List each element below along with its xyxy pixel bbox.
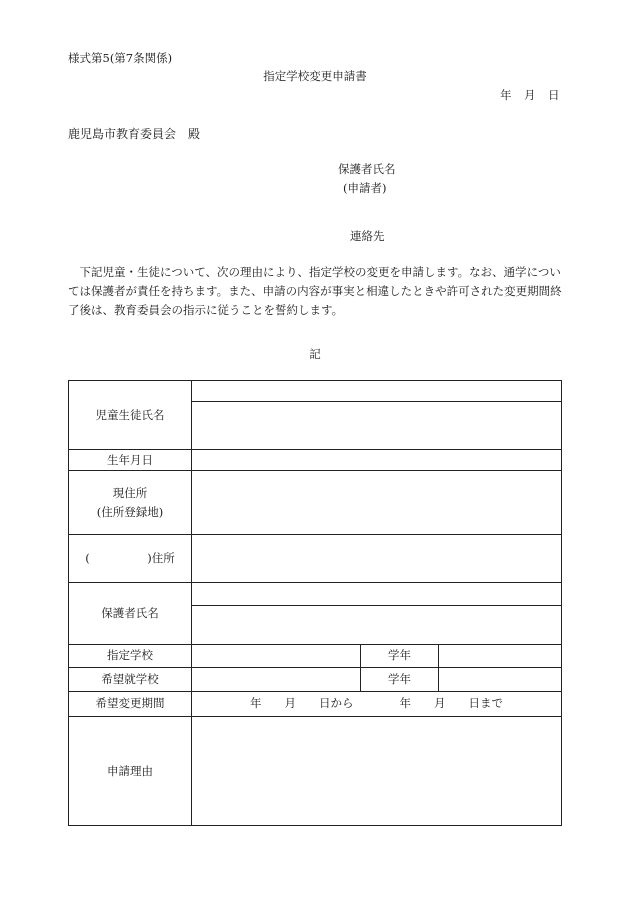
row-line <box>68 449 562 450</box>
current-address-label: 現住所 <box>112 486 148 500</box>
application-table <box>68 380 562 826</box>
guardian-name-label: 保護者氏名 <box>338 162 396 176</box>
table-border-right <box>561 380 562 826</box>
row-line <box>68 667 562 668</box>
row-line <box>68 716 562 717</box>
guardian-name-table-label: 保護者氏名 <box>101 606 159 620</box>
table-border-top <box>68 380 562 381</box>
addressee: 鹿児島市教育委員会 殿 <box>68 127 201 141</box>
registered-address-note: (住所登録地) <box>96 505 164 519</box>
grade-label: 学年 <box>388 648 411 662</box>
contact-label: 連絡先 <box>350 229 385 243</box>
document-title: 指定学校変更申請書 <box>263 69 367 83</box>
applicant-note: (申請者) <box>343 181 387 195</box>
desired-school-label: 希望就学校 <box>101 672 159 686</box>
row-line <box>68 691 562 692</box>
reason-label: 申請理由 <box>107 764 153 778</box>
table-border-bottom <box>68 825 562 826</box>
row-line <box>68 582 562 583</box>
table-border-left <box>68 380 69 826</box>
designated-school-label: 指定学校 <box>107 648 153 662</box>
grade-label: 学年 <box>388 672 411 686</box>
birth-date-label: 生年月日 <box>107 453 153 467</box>
student-name-label: 児童生徒氏名 <box>95 408 165 422</box>
row-line <box>68 644 562 645</box>
change-period-text: 年 月 日から 年 月 日まで <box>250 696 503 710</box>
date-line: 年 月 日 <box>500 88 560 102</box>
student-name-split-line <box>191 401 562 402</box>
label-column-divider <box>191 380 192 826</box>
grade-divider <box>438 644 439 691</box>
ki-heading: 記 <box>309 347 321 361</box>
row-line <box>68 534 562 535</box>
change-period-label: 希望変更期間 <box>95 696 165 710</box>
row-line <box>68 470 562 471</box>
guardian-name-split-line <box>191 605 562 606</box>
form-number: 様式第5(第7条関係) <box>68 51 173 65</box>
other-address-label: ( )住所 <box>85 551 175 565</box>
body-text: 下記児童・生徒について、次の理由により、指定学校の変更を申請します。なお、通学については保護者が責任を持ちます。また、申請の内容が事実と相違したときや許可された変更期間終了後は、教育委員会の指示に従うことを誓約します。 <box>68 265 562 317</box>
